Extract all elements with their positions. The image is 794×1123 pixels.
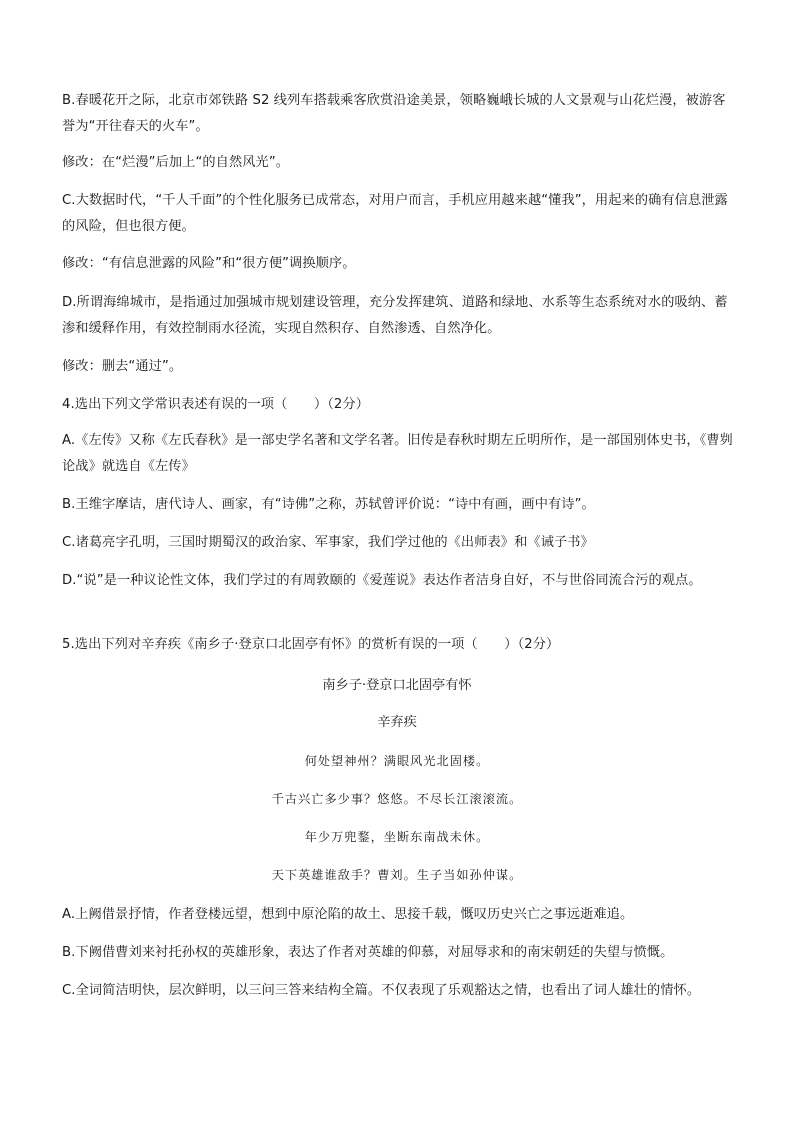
q5-option-b: B.下阙借曹刘来衬托孙权的英雄形象，表达了作者对英雄的仰慕，对屈辱求和的南宋朝廷的失望与愤慨。 [62,945,674,960]
q4-option-a: A.《左传》又称《左氏春秋》是一部史学名著和文学名著。旧传是春秋时期左丘明所作，是一部国别体史书，《曹刿论战》就选自《左传》 [62,433,733,474]
q5-option-a: A.上阙借景抒情，作者登楼远望，想到中原沦陷的故土、思接千载，慨叹历史兴亡之事远逝难追。 [62,907,634,922]
q4-option-c: C.诸葛亮字孔明，三国时期蜀汉的政治家、军事家，我们学过他的《出师表》和《诫子书》 [62,535,594,550]
poem-line: 天下英雄谁敌手？曹刘。生子当如孙仲谋。 [271,868,523,882]
poem-author: 辛弃疾 [377,715,417,730]
q3-option-d: D.所谓海绵城市，是指通过加强城市规划建设管理，充分发挥建筑、道路和绿地、水系等生态系统对水的吸纳、蓄渗和缓释作用，有效控制雨水径流，实现自然积存、自然渗透、自然净化。 [62,295,728,336]
q3-option-c-fix: 修改：“有信息泄露的风险”和“很方便”调换顺序。 [62,256,356,271]
q3-option-d-fix: 修改：删去“通过”。 [62,359,183,374]
q5-option-c: C.全词简洁明快，层次鲜明，以三问三答来结构全篇。不仅表现了乐观豁达之情，也看出了词人雄壮的情怀。 [62,983,701,998]
poem-title: 南乡子·登京口北固亭有怀 [322,678,472,693]
q4-option-b: B.王维字摩诘，唐代诗人、画家，有“诗佛”之称，苏轼曾评价说：“诗中有画，画中有诗”。 [62,497,595,512]
q3-option-b-fix: 修改：在“烂漫”后加上“的自然风光”。 [62,155,290,170]
q4-option-d: D.“说”是一种议论性文体，我们学过的有周敦颐的《爱莲说》表达作者洁身自好，不与世俗同流合污的观点。 [62,573,702,588]
poem-line: 何处望神州？满眼风光北固楼。 [304,754,490,768]
q5-stem: 5.选出下列对辛弃疾《南乡子·登京口北固亭有怀》的赏析有误的一项（ ）（2分） [62,637,560,652]
q3-option-b: B.春暖花开之际，北京市郊铁路 S2 线列车搭载乘客欣赏沿途美景，领略巍峨长城的人文景观与山花烂漫，被游客誉为“开往春天的火车”。 [62,93,726,134]
poem-line: 千古兴亡多少事？悠悠。不尽长江滚滚流。 [271,792,523,806]
poem-line: 年少万兜鍪，坐断东南战未休。 [304,830,490,844]
q4-stem: 4.选出下列文学常识表述有误的一项（ ）（2分） [62,397,369,412]
q3-option-c: C.大数据时代，“千人千面”的个性化服务已成常态，对用户而言，手机应用越来越“懂我”，用起来的确有信息泄露的风险，但也很方便。 [62,193,728,234]
